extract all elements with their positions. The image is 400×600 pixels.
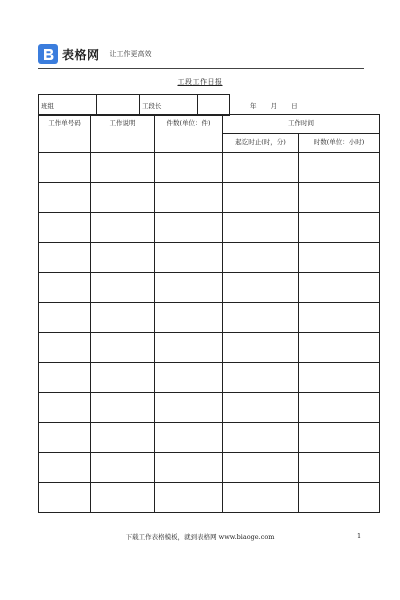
table-cell[interactable] bbox=[155, 183, 223, 213]
document-title: 工段工作日报 bbox=[177, 78, 223, 86]
table-cell[interactable] bbox=[223, 273, 299, 303]
table-row bbox=[39, 393, 380, 423]
brand-slogan: 让工作更高效 bbox=[109, 50, 152, 58]
table-cell[interactable] bbox=[299, 423, 380, 453]
team-field[interactable] bbox=[97, 95, 140, 116]
table-cell[interactable] bbox=[155, 393, 223, 423]
table-cell[interactable] bbox=[91, 213, 155, 243]
table-cell[interactable] bbox=[91, 393, 155, 423]
table-cell[interactable] bbox=[91, 273, 155, 303]
table-row bbox=[39, 423, 380, 453]
table-cell[interactable] bbox=[299, 273, 380, 303]
header-quantity: 件数(单位：件) bbox=[155, 115, 223, 153]
table-cell[interactable] bbox=[91, 183, 155, 213]
table-row bbox=[39, 453, 380, 483]
table-cell[interactable] bbox=[155, 273, 223, 303]
table-cell[interactable] bbox=[39, 363, 91, 393]
section-leader-label: 工段长 bbox=[140, 95, 198, 116]
table-cell[interactable] bbox=[155, 483, 223, 513]
table-cell[interactable] bbox=[223, 423, 299, 453]
table-cell[interactable] bbox=[299, 363, 380, 393]
table-cell[interactable] bbox=[299, 453, 380, 483]
table-cell[interactable] bbox=[39, 453, 91, 483]
table-cell[interactable] bbox=[91, 153, 155, 183]
info-row-table bbox=[38, 94, 380, 116]
table-cell[interactable] bbox=[39, 483, 91, 513]
table-cell[interactable] bbox=[223, 363, 299, 393]
table-cell[interactable] bbox=[155, 213, 223, 243]
table-cell[interactable] bbox=[299, 393, 380, 423]
table-cell[interactable] bbox=[155, 243, 223, 273]
table-cell[interactable] bbox=[39, 213, 91, 243]
table-cell[interactable] bbox=[39, 333, 91, 363]
table-cell[interactable] bbox=[223, 183, 299, 213]
brand-name: 表格网 bbox=[62, 47, 100, 62]
table-row bbox=[39, 363, 380, 393]
table-cell[interactable] bbox=[91, 423, 155, 453]
biaoge-logo-icon bbox=[38, 44, 58, 64]
table-cell[interactable] bbox=[39, 273, 91, 303]
table-cell[interactable] bbox=[91, 303, 155, 333]
table-cell[interactable] bbox=[39, 423, 91, 453]
table-cell[interactable] bbox=[39, 243, 91, 273]
table-cell[interactable] bbox=[299, 153, 380, 183]
table-cell[interactable] bbox=[223, 333, 299, 363]
table-cell[interactable] bbox=[223, 483, 299, 513]
table-cell[interactable] bbox=[299, 303, 380, 333]
table-body bbox=[39, 153, 380, 513]
table-cell[interactable] bbox=[223, 393, 299, 423]
table-cell[interactable] bbox=[223, 453, 299, 483]
header-work-time: 工作时间 bbox=[223, 115, 380, 134]
table-row bbox=[39, 273, 380, 303]
table-cell[interactable] bbox=[223, 213, 299, 243]
table-cell[interactable] bbox=[39, 183, 91, 213]
page-number: 1 bbox=[357, 532, 362, 540]
footer-text: 下载工作表格模板，就到表格网 www.biaoge.com bbox=[125, 533, 275, 541]
table-cell[interactable] bbox=[223, 243, 299, 273]
header-work-order-no: 工作单号码 bbox=[39, 115, 91, 153]
table-cell[interactable] bbox=[155, 423, 223, 453]
table-cell[interactable] bbox=[299, 183, 380, 213]
date-field[interactable]: 年 月 日 bbox=[230, 95, 380, 116]
table-cell[interactable] bbox=[299, 333, 380, 363]
table-cell[interactable] bbox=[91, 243, 155, 273]
table-cell[interactable] bbox=[299, 243, 380, 273]
team-label: 班组 bbox=[39, 95, 97, 116]
table-cell[interactable] bbox=[39, 153, 91, 183]
table-row bbox=[39, 183, 380, 213]
table-cell[interactable] bbox=[299, 483, 380, 513]
table-cell[interactable] bbox=[155, 453, 223, 483]
table-cell[interactable] bbox=[155, 153, 223, 183]
table-row bbox=[39, 483, 380, 513]
table-row bbox=[39, 243, 380, 273]
table-cell[interactable] bbox=[155, 303, 223, 333]
table-cell[interactable] bbox=[91, 483, 155, 513]
header-work-description: 工作说明 bbox=[91, 115, 155, 153]
table-row bbox=[39, 213, 380, 243]
table-row bbox=[39, 303, 380, 333]
table-cell[interactable] bbox=[39, 393, 91, 423]
table-row bbox=[39, 333, 380, 363]
table-cell[interactable] bbox=[299, 213, 380, 243]
table-cell[interactable] bbox=[223, 153, 299, 183]
table-cell[interactable] bbox=[39, 303, 91, 333]
page-header bbox=[38, 42, 152, 66]
work-report-table bbox=[38, 114, 380, 513]
section-leader-field[interactable] bbox=[198, 95, 230, 116]
table-cell[interactable] bbox=[91, 333, 155, 363]
header-start-end: 起讫时止(时，分) bbox=[223, 134, 299, 153]
table-cell[interactable] bbox=[91, 453, 155, 483]
table-cell[interactable] bbox=[91, 363, 155, 393]
table-cell[interactable] bbox=[223, 303, 299, 333]
table-cell[interactable] bbox=[155, 363, 223, 393]
table-cell[interactable] bbox=[155, 333, 223, 363]
header-divider bbox=[38, 68, 364, 69]
table-row bbox=[39, 153, 380, 183]
header-hours: 时数(单位：小时) bbox=[299, 134, 380, 153]
